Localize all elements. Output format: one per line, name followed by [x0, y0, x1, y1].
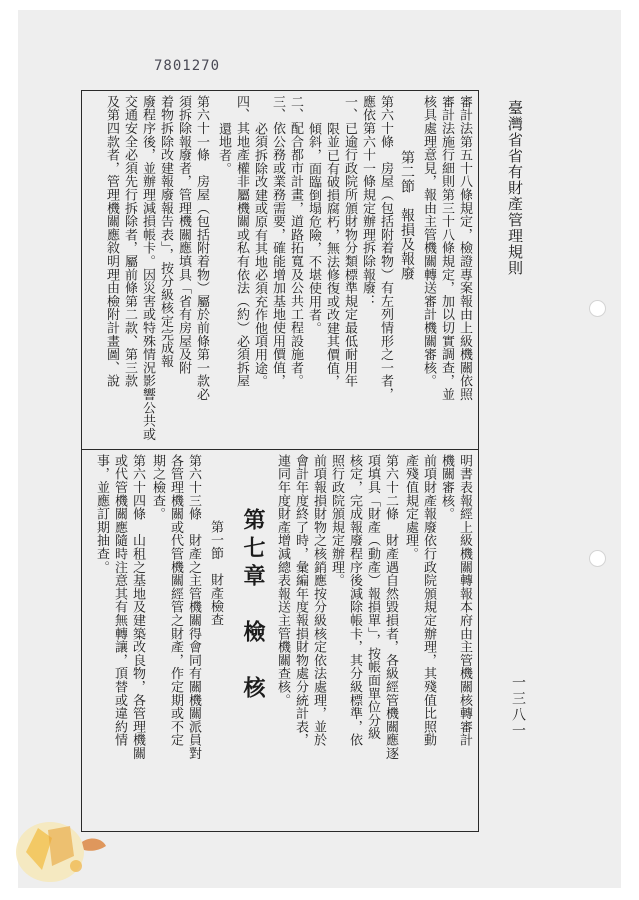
- text-line: 明書表報經上級機關轉報本府由主管機關核轉審計: [457, 454, 472, 747]
- text-line: 三、依公務或業務需要，確能增加基地使用價值，: [270, 95, 285, 388]
- text-line: 傾斜，面臨倒塌危險，不堪使用者。: [306, 122, 321, 335]
- text-line: 一、已逾行政院所頒財物分類標準規定最低耐用年: [342, 95, 357, 388]
- text-line: 還地者。: [216, 122, 231, 176]
- text-line: 交通安全必須先行拆除者，屬前條第二款、第三款: [122, 95, 137, 388]
- logo-leaf-icon: [82, 839, 106, 851]
- text-line: 期之檢查。: [150, 454, 165, 521]
- text-line: 照行政院頒規定辦理。: [329, 454, 344, 587]
- text-line: 第六十四條 山租之基地及建築改良物，各管理機關: [130, 454, 145, 760]
- binding-hole: [589, 550, 606, 567]
- text-line: 事，並應訂期抽查。: [94, 454, 109, 574]
- text-line: 第六十三條 財產之主管機關得會同有關機關派員對: [186, 454, 201, 760]
- text-line: 限並已有破損腐朽，無法修復或改建其價值，: [324, 122, 339, 388]
- text-line: 着物拆除改建報廢報告表」，按分級核定完成報: [158, 95, 173, 368]
- binding-hole: [589, 300, 606, 317]
- text-line: 機關審核。: [439, 454, 454, 521]
- text-line: 前項報損財物之核銷應按分級核定依法處理，並於: [311, 454, 326, 747]
- text-line: 應依第六十一條規定辦理拆除報廢：: [360, 95, 375, 308]
- serial-number: 7801270: [154, 58, 221, 74]
- chapter-title: 第七章 檢 核: [240, 508, 266, 704]
- text-line: 連同年度財產增減總表報送主管機關查核。: [275, 454, 290, 707]
- section-heading: 第一節 財產檢查: [208, 520, 223, 627]
- page-number: 一三八一: [510, 675, 526, 739]
- text-line: 產殘值規定處理。: [403, 454, 418, 561]
- logo-dot-icon: [70, 860, 82, 872]
- text-line: 會計年度終了時，彙編年度報損財物處分統計表，: [293, 454, 308, 747]
- text-line: 四、其地產權非屬機關或私有依法（約）必須拆屋: [234, 95, 249, 388]
- text-line: 二、配合都市計畫，道路拓寬及公共工程設施者。: [288, 95, 303, 388]
- archive-logo: [12, 808, 118, 888]
- section-divider: [81, 449, 479, 450]
- text-line: 及第四款者，管理機關應敘明理由檢附計畫圖、說: [104, 95, 119, 388]
- text-line: 核定，完成報廢程序後減除帳卡，其分級標準，依: [347, 454, 362, 747]
- running-title: 臺灣省省有財產管理規則: [506, 100, 524, 276]
- text-line: 前項財產報廢依行政院頒規定辦理，其殘值比照動: [421, 454, 436, 747]
- text-line: 第六十二條 財產遇自然毀損者，各級經管機關應逐: [383, 454, 398, 760]
- section-heading: 第二節 報損及報廢: [399, 150, 415, 281]
- text-line: 各管理機關或代管機關經管之財產，作定期或不定: [168, 454, 183, 747]
- text-line: 第六十條 房屋（包括附着物）有左列情形之一者，: [378, 95, 393, 401]
- text-line: 須拆除報廢者，管理機關應填具「省有房屋及附: [176, 95, 191, 375]
- text-line: 或代管機關應隨時注意其有無轉讓，頂替或違約情: [112, 454, 127, 747]
- text-line: 第六十一條 房屋（包括附着物）屬於前條第一款必: [194, 95, 209, 401]
- text-line: 項填具「財產（動產）報損單」，按帳面單位分級: [365, 454, 380, 741]
- text-line: 審計法第五十八條規定，檢證專案報由上級機關依照: [457, 95, 472, 401]
- text-line: 核具處理意見，報由主管機關轉送審計機關審核。: [421, 95, 436, 388]
- text-line: 廢程序後，並辦理減損帳卡。因災害或特殊情況影響公共或: [140, 95, 155, 441]
- text-line: 必須拆除改建或原有其地必須充作他項用途。: [252, 122, 267, 388]
- text-line: 審計法施行細則第三十八條規定，加以切實調查，並: [439, 95, 454, 401]
